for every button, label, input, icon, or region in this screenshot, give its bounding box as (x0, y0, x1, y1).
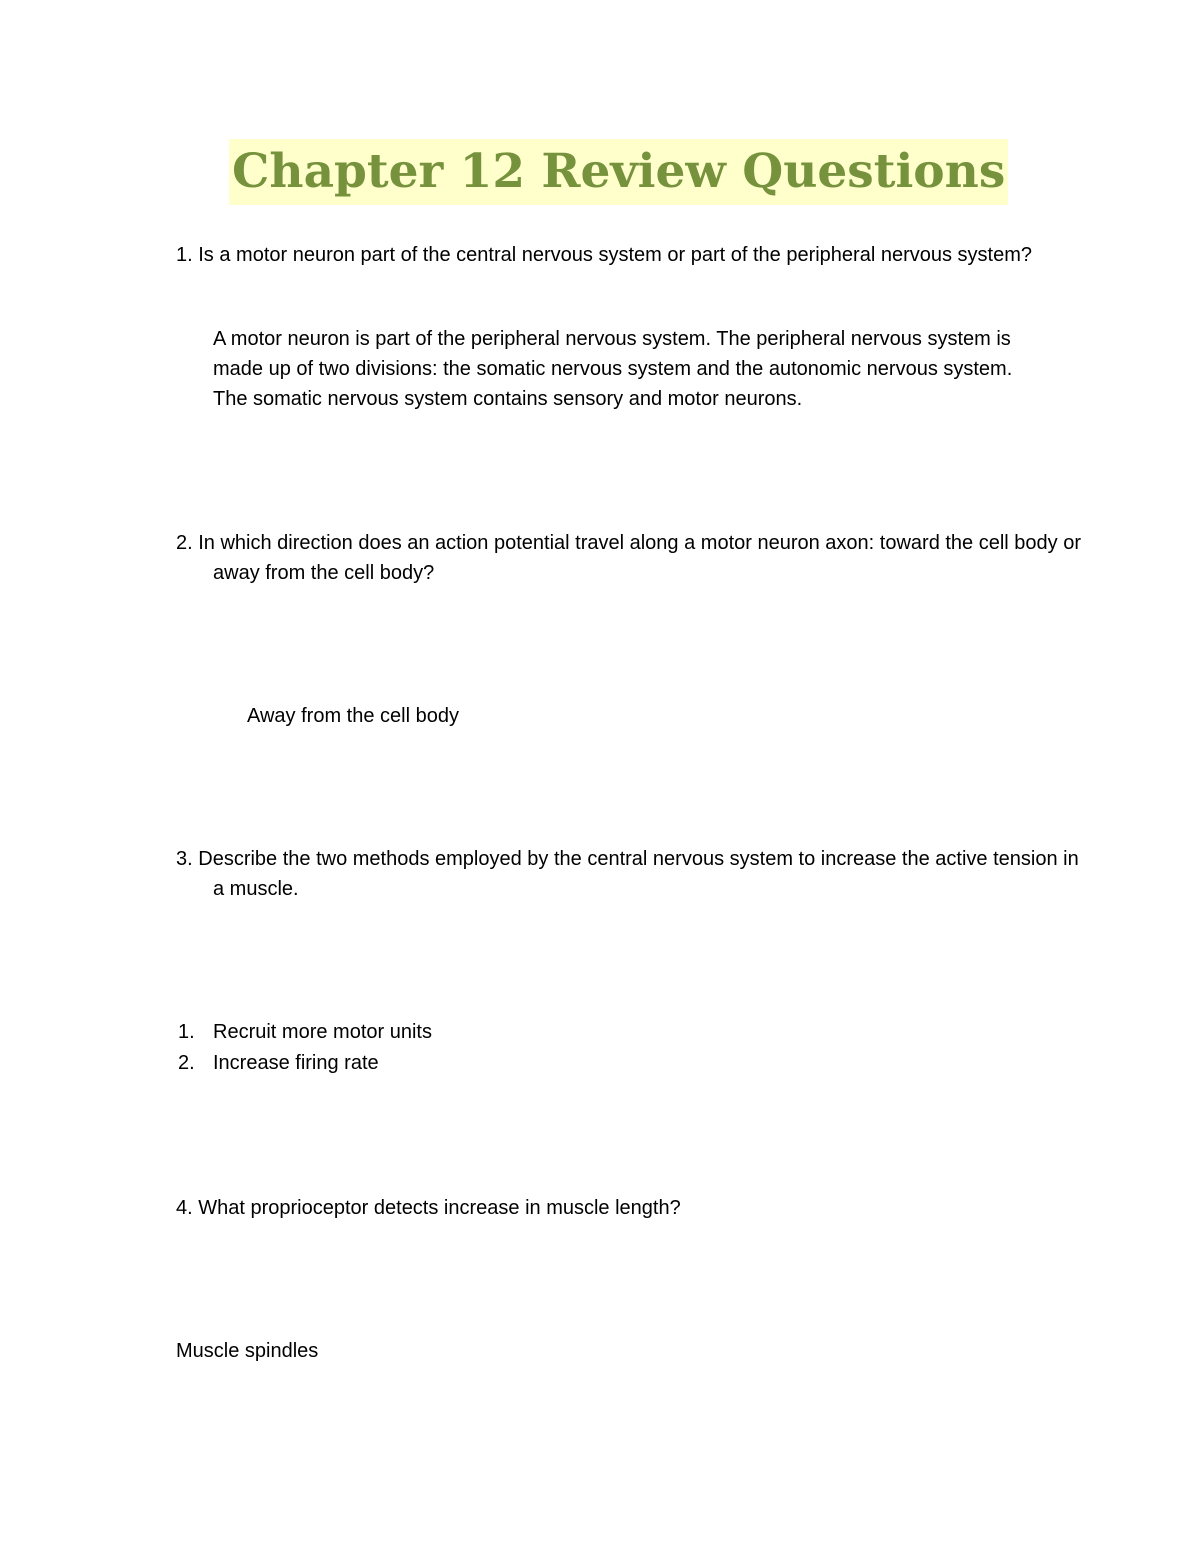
question-1-text: Is a motor neuron part of the central nervous system or part of the peripheral nervous system? (198, 244, 1032, 266)
question-4-number: 4. (176, 1197, 193, 1219)
list-item (176, 1017, 432, 1048)
question-3-number: 3. (176, 848, 193, 870)
question-3 (176, 844, 1093, 904)
page-title: Chapter 12 Review Questions (229, 139, 1008, 205)
list-item-text: Recruit more motor units (213, 1021, 432, 1043)
list-item (176, 1048, 432, 1079)
list-item-number: 1. (178, 1021, 195, 1043)
question-4 (176, 1193, 1093, 1223)
question-1 (176, 240, 1093, 270)
question-2-number: 2. (176, 532, 193, 554)
question-1-number: 1. (176, 244, 193, 266)
answer-4: Muscle spindles (176, 1340, 319, 1362)
question-3-text: Describe the two methods employed by the central nervous system to increase the active tension in a muscle. (198, 848, 1079, 900)
answer-3-list (176, 1017, 432, 1079)
question-4-text: What proprioceptor detects increase in muscle length? (198, 1197, 681, 1219)
answer-2: Away from the cell body (247, 705, 459, 727)
answer-1: A motor neuron is part of the peripheral nervous system. The peripheral nervous system is made up of two divisions: the somatic nervous system and the autonomic nervous system. The somatic nervous system contains sensory and motor neurons. (213, 328, 1013, 410)
question-2 (176, 528, 1093, 588)
list-item-text: Increase firing rate (213, 1052, 379, 1074)
list-item-number: 2. (178, 1052, 195, 1074)
question-2-text: In which direction does an action potential travel along a motor neuron axon: toward the cell body or away from the cell body? (198, 532, 1082, 584)
